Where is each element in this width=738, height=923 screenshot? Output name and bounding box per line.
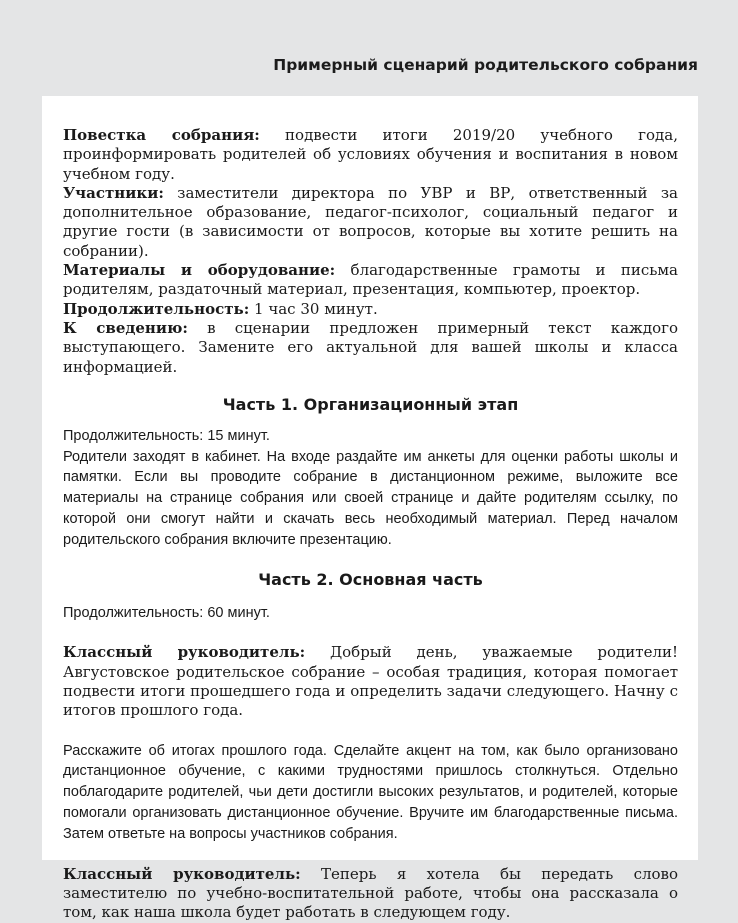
speech-text: Теперь я хотела бы передать слово заместителю по учебно-воспитательной работе, чтобы она рассказала о том, как наша школа будет работать в следующем году. (63, 864, 679, 922)
document-card (42, 96, 698, 922)
participants-paragraph (63, 184, 678, 261)
teacher-speech-2 (63, 865, 678, 923)
agenda-text: подвести итоги 2019/20 учебного года, проинформировать родителей об условиях обучения и воспитания в новом учебном году. (63, 126, 678, 183)
agenda-paragraph (63, 126, 678, 184)
materials-label: Материалы и оборудование: (63, 261, 336, 280)
part1-duration: Продолжительность: 15 минут. (63, 427, 270, 444)
running-header: Примерный сценарий родительского собрания (273, 56, 698, 74)
materials-paragraph (63, 261, 678, 300)
note-label: К сведению: (63, 318, 188, 337)
part1-heading: Часть 1. Организационный этап (222, 394, 519, 414)
meeting-info (63, 126, 678, 377)
part1-body: Родители заходят в кабинет. На входе раздайте им анкеты для оценки работы школы и памятки. Если вы проводите собрание в дистанционном режиме, выложите все материалы на странице собрания или своей странице и дайте родителям ссылку, по которой они смогут найти и скачать весь необходимый материал. Перед началом родительского собрания включите презентацию. (63, 448, 678, 548)
part2-duration: Продолжительность: 60 минут. (63, 604, 270, 621)
participants-text: заместители директора по УВР и ВР, ответственный за дополнительное образование, педагог-психолог, социальный педагог и другие гости (в зависимости от вопросов, которые вы хотите решить на собрании). (63, 183, 678, 260)
note-paragraph (63, 319, 678, 377)
part2-heading: Часть 2. Основная часть (258, 569, 483, 589)
duration-label: Продолжительность: (63, 299, 250, 318)
note-text: в сценарии предложен примерный текст каждого выступающего. Замените его актуальной для вашей школы и класса информацией. (63, 318, 678, 376)
participants-label: Участники: (63, 183, 164, 202)
speaker-label: Классный руководитель: (63, 643, 306, 662)
teacher-speech-1 (63, 643, 678, 720)
duration-text: 1 час 30 минут. (249, 299, 378, 318)
part2-instruction: Расскажите об итогах прошлого года. Сделайте акцент на том, как было организовано дистанционное обучение, с какими трудностями пришлось столкнуться. Отдельно поблагодарите родителей, чьи дети достигли высоких результатов, и родителей, которые помогали организовать дистанционное обучение. Вручите им благодарственные письма. Затем ответьте на вопросы участников собрания. (63, 742, 678, 842)
speaker-label: Классный руководитель: (63, 864, 301, 883)
agenda-label: Повестка собрания: (63, 126, 260, 144)
materials-text: благодарственные грамоты и письма родителям, раздаточный материал, презентация, компьютер, проектор. (63, 261, 678, 299)
speech-text: Добрый день, уважаемые родители! Августовское родительское собрание – особая традиция, которая помогает подвести итоги прошедшего года и определить задачи следующего. Начну с итогов прошлого года. (63, 643, 678, 720)
duration-paragraph (63, 300, 678, 319)
